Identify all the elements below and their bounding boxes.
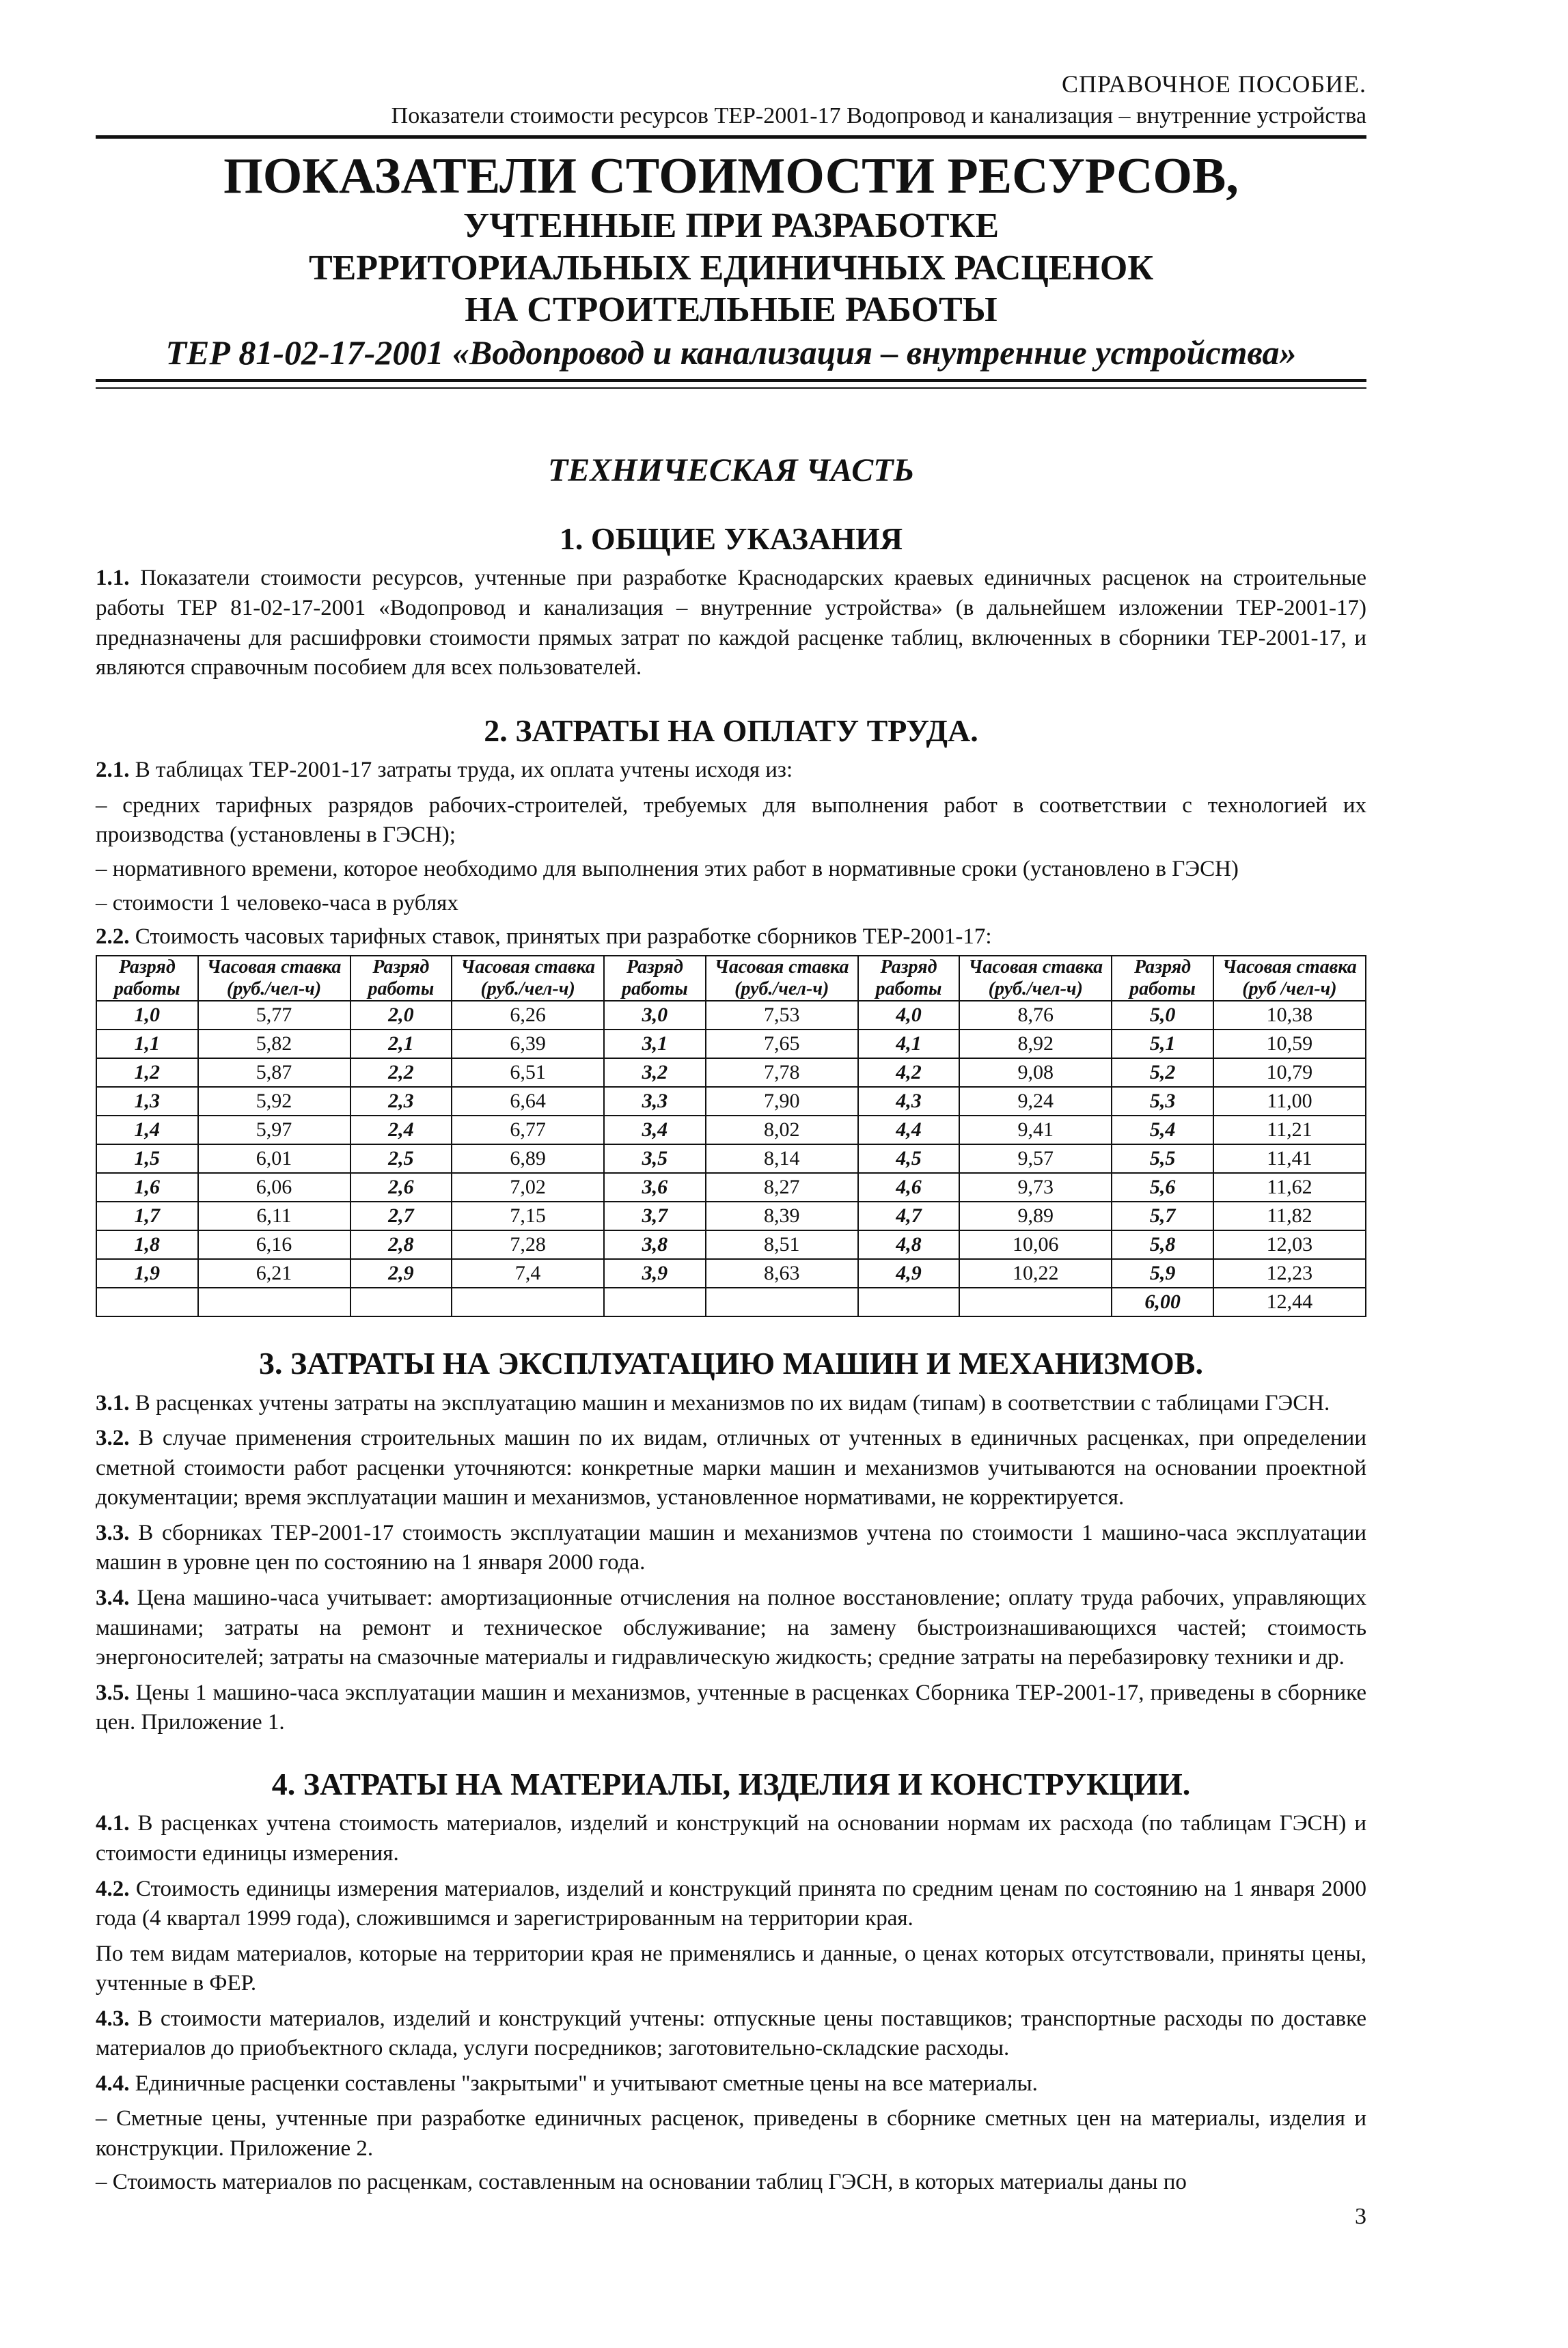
paragraph-number: 2.2. — [96, 924, 130, 950]
grade-cell: 3,7 — [604, 1202, 706, 1230]
column-header: Разряд работы — [350, 956, 452, 1001]
table-row — [96, 1116, 1366, 1144]
paragraph-number: 3.2. — [96, 1426, 130, 1451]
grade-cell: 3,6 — [604, 1173, 706, 1202]
grade-cell: 5,1 — [1112, 1030, 1213, 1058]
title-line-1: ПОКАЗАТЕЛИ СТОИМОСТИ РЕСУРСОВ, — [223, 148, 1239, 205]
table-row — [96, 1202, 1366, 1230]
paragraph-text: В таблицах ТЕР-2001-17 затраты труда, их оплата учтены исходя из: — [129, 758, 793, 783]
grade-cell: 2,5 — [350, 1144, 452, 1173]
rate-cell: 6,01 — [198, 1144, 350, 1173]
column-header: Часовая ставка (руб./чел-ч) — [706, 956, 858, 1001]
rate-cell: 6,64 — [452, 1087, 604, 1116]
grade-cell: 1,3 — [96, 1087, 198, 1116]
grade-cell: 2,7 — [350, 1202, 452, 1230]
paragraph-3-3 — [96, 1519, 1366, 1578]
title-line-5: ТЕР 81-02-17-2001 «Водопровод и канализация – внутренние устройства» — [165, 333, 1297, 372]
rate-cell — [198, 1288, 350, 1316]
paragraph-text: Стоимость часовых тарифных ставок, принятых при разработке сборников ТЕР-2001-17: — [129, 924, 992, 950]
grade-cell: 1,0 — [96, 1001, 198, 1030]
grade-cell: 1,7 — [96, 1202, 198, 1230]
grade-cell: 1,1 — [96, 1030, 198, 1058]
grade-cell: 2,9 — [350, 1259, 452, 1288]
paragraph-text: Цена машино-часа учитывает: амортизационные отчисления на полное восстановление; оплату труда рабочих, управляющих машинами; затраты на ремонт и техническое обслуживание; на замену быстроизнашивающихся частей; стоимость энергоносителей; затраты на смазочные материалы и гидравлическую жидкость; средние затраты на перебазировку техники и др. — [96, 1585, 1366, 1670]
paragraph-number: 3.5. — [96, 1680, 130, 1705]
rate-cell: 7,90 — [706, 1087, 858, 1116]
rate-cell: 10,59 — [1213, 1030, 1366, 1058]
grade-cell: 3,9 — [604, 1259, 706, 1288]
grade-cell: 5,8 — [1112, 1230, 1213, 1259]
grade-cell — [604, 1288, 706, 1316]
grade-cell: 6,00 — [1112, 1288, 1213, 1316]
grade-cell: 4,0 — [858, 1001, 960, 1030]
paragraph-3-1 — [96, 1389, 1366, 1419]
rate-cell: 12,23 — [1213, 1259, 1366, 1288]
rate-cell: 7,78 — [706, 1058, 858, 1087]
grade-cell: 2,0 — [350, 1001, 452, 1030]
section-2-heading: 2. ЗАТРАТЫ НА ОПЛАТУ ТРУДА. — [484, 713, 978, 748]
rate-cell: 6,26 — [452, 1001, 604, 1030]
paragraph-4-4 — [96, 2069, 1366, 2099]
rate-cell: 6,11 — [198, 1202, 350, 1230]
grade-cell: 4,6 — [858, 1173, 960, 1202]
rate-cell: 9,57 — [959, 1144, 1112, 1173]
paragraph-text: Единичные расценки составлены "закрытыми" и учитывают сметные цены на все материалы. — [129, 2071, 1038, 2096]
rate-cell — [959, 1288, 1112, 1316]
table-row — [96, 1173, 1366, 1202]
rate-cell: 5,77 — [198, 1001, 350, 1030]
grade-cell: 4,5 — [858, 1144, 960, 1173]
rate-cell — [706, 1288, 858, 1316]
table-row — [96, 1058, 1366, 1087]
grade-cell: 5,9 — [1112, 1259, 1213, 1288]
grade-cell: 2,1 — [350, 1030, 452, 1058]
grade-cell — [96, 1288, 198, 1316]
paragraph-number: 3.1. — [96, 1390, 130, 1415]
list-item: – Сметные цены, учтенные при разработке единичных расценок, приведены в сборнике сметных цен на материалы, изделия и конструкции. Приложение 2. — [96, 2106, 1366, 2161]
grade-cell: 1,4 — [96, 1116, 198, 1144]
list-item: – нормативного времени, которое необходимо для выполнения этих работ в нормативные сроки (установлено в ГЭСН) — [96, 856, 1239, 881]
column-header: Разряд работы — [96, 956, 198, 1001]
grade-cell — [350, 1288, 452, 1316]
rate-cell: 7,65 — [706, 1030, 858, 1058]
list-item: – стоимости 1 человеко-часа в рублях — [96, 890, 458, 915]
paragraph-text: Показатели стоимости ресурсов, учтенные при разработке Краснодарских краевых единичных расценок на строительные работы ТЕР 81-02-17-2001 «Водопровод и канализация – внутренние устройства» (в дальнейшем изложении ТЕР-2001-17) предназначены для расшифровки стоимости прямых затрат по каждой расценке таблиц, включенных в сборники ТЕР-2001-17, и являются справочным пособием для всех пользователей. — [96, 566, 1366, 680]
reference-label: СПРАВОЧНОЕ ПОСОБИЕ. — [1061, 70, 1366, 98]
rate-cell: 11,62 — [1213, 1173, 1366, 1202]
grade-cell: 3,2 — [604, 1058, 706, 1087]
page-number: 3 — [1355, 2204, 1366, 2229]
grade-cell: 2,2 — [350, 1058, 452, 1087]
grade-cell: 4,9 — [858, 1259, 960, 1288]
hourly-rates-table — [96, 955, 1366, 1317]
table-row — [96, 1288, 1366, 1316]
paragraph-number: 4.1. — [96, 1811, 130, 1836]
paragraph-number: 4.2. — [96, 1876, 130, 1901]
rate-cell: 9,73 — [959, 1173, 1112, 1202]
title-line-2: УЧТЕННЫЕ ПРИ РАЗРАБОТКЕ — [463, 206, 999, 246]
paragraph-text: В сборниках ТЕР-2001-17 стоимость эксплуатации машин и механизмов учтена по стоимости 1 машино-часа эксплуатации машин в уровне цен по состоянию на 1 января 2000 года. — [96, 1520, 1366, 1575]
title-divider — [96, 379, 1366, 389]
column-header: Часовая ставка (руб./чел-ч) — [452, 956, 604, 1001]
paragraph-number: 3.3. — [96, 1520, 130, 1545]
paragraph-4-2 — [96, 1875, 1366, 1934]
grade-cell: 2,3 — [350, 1087, 452, 1116]
table-row — [96, 1230, 1366, 1259]
paragraph-text: В случае применения строительных машин по их видам, отличных от учтенных в единичных расценках, при определении сметной стоимости работ расценки уточняются: конкретные марки машин и механизмов учитываются на основании проектной документации; время эксплуатации машин и механизмов, установленное нормативами, не корректируется. — [96, 1426, 1366, 1510]
technical-part-heading: ТЕХНИЧЕСКАЯ ЧАСТЬ — [547, 452, 915, 489]
rate-cell: 6,06 — [198, 1173, 350, 1202]
rate-cell: 7,15 — [452, 1202, 604, 1230]
rate-cell: 11,82 — [1213, 1202, 1366, 1230]
table-row — [96, 1144, 1366, 1173]
rate-cell: 11,00 — [1213, 1087, 1366, 1116]
paragraph-number: 4.4. — [96, 2071, 130, 2096]
rate-cell: 8,51 — [706, 1230, 858, 1259]
rate-cell: 5,97 — [198, 1116, 350, 1144]
rate-cell: 7,28 — [452, 1230, 604, 1259]
rate-cell: 6,77 — [452, 1116, 604, 1144]
title-line-3: ТЕРРИТОРИАЛЬНЫХ ЕДИНИЧНЫХ РАСЦЕНОК — [308, 248, 1154, 288]
grade-cell: 5,2 — [1112, 1058, 1213, 1087]
rate-cell: 8,02 — [706, 1116, 858, 1144]
rate-cell: 12,44 — [1213, 1288, 1366, 1316]
column-header: Разряд работы — [1112, 956, 1213, 1001]
rate-cell: 8,92 — [959, 1030, 1112, 1058]
document-title — [96, 139, 1366, 375]
rate-cell: 9,08 — [959, 1058, 1112, 1087]
rate-cell: 5,87 — [198, 1058, 350, 1087]
grade-cell: 3,0 — [604, 1001, 706, 1030]
rate-cell: 10,79 — [1213, 1058, 1366, 1087]
paragraph-4-2-continued: По тем видам материалов, которые на территории края не применялись и данные, о ценах которых отсутствовали, приняты цены, учтенные в ФЕР. — [96, 1941, 1366, 1996]
list-item: – средних тарифных разрядов рабочих-строителей, требуемых для выполнения работ в соответствии с технологией их производства (установлены в ГЭСН); — [96, 792, 1366, 848]
grade-cell: 5,7 — [1112, 1202, 1213, 1230]
grade-cell: 5,0 — [1112, 1001, 1213, 1030]
list-item: – Стоимость материалов по расценкам, составленным на основании таблиц ГЭСН, в которых материалы даны по — [96, 2170, 1187, 2195]
grade-cell: 4,1 — [858, 1030, 960, 1058]
grade-cell: 4,3 — [858, 1087, 960, 1116]
paragraph-text: Цены 1 машино-часа эксплуатации машин и механизмов, учтенные в расценках Сборника ТЕР-2001-17, приведены в сборнике цен. Приложение 1. — [96, 1680, 1366, 1735]
grade-cell: 5,6 — [1112, 1173, 1213, 1202]
grade-cell: 3,4 — [604, 1116, 706, 1144]
table-body — [96, 1001, 1366, 1316]
table-row — [96, 1259, 1366, 1288]
table-row — [96, 1030, 1366, 1058]
paragraph-3-5 — [96, 1679, 1366, 1738]
rate-cell: 6,89 — [452, 1144, 604, 1173]
grade-cell: 1,8 — [96, 1230, 198, 1259]
paragraph-4-3 — [96, 2004, 1366, 2064]
grade-cell: 3,3 — [604, 1087, 706, 1116]
column-header: Разряд работы — [604, 956, 706, 1001]
column-header: Часовая ставка (руб /чел-ч) — [1213, 956, 1366, 1001]
grade-cell: 1,6 — [96, 1173, 198, 1202]
paragraph-2-1 — [96, 756, 1366, 786]
rate-cell: 8,14 — [706, 1144, 858, 1173]
grade-cell: 4,8 — [858, 1230, 960, 1259]
paragraph-3-4 — [96, 1584, 1366, 1673]
rate-cell — [452, 1288, 604, 1316]
section-1-heading: 1. ОБЩИЕ УКАЗАНИЯ — [559, 521, 903, 556]
rate-cell: 11,41 — [1213, 1144, 1366, 1173]
grade-cell: 4,4 — [858, 1116, 960, 1144]
running-header: Показатели стоимости ресурсов ТЕР-2001-17 Водопровод и канализация – внутренние устройства — [96, 101, 1366, 139]
table-row — [96, 1001, 1366, 1030]
paragraph-text: В расценках учтены затраты на эксплуатацию машин и механизмов по их видам (типам) в соответствии с таблицами ГЭСН. — [129, 1390, 1330, 1415]
paragraph-text: В стоимости материалов, изделий и конструкций учтены: отпускные цены поставщиков; транспортные расходы по доставке материалов до приобъектного склада, услуги посредников; заготовительно-складские расходы. — [96, 2006, 1366, 2061]
paragraph-number: 4.3. — [96, 2006, 130, 2031]
grade-cell — [858, 1288, 960, 1316]
rate-cell: 6,39 — [452, 1030, 604, 1058]
rate-cell: 8,39 — [706, 1202, 858, 1230]
rate-cell: 7,02 — [452, 1173, 604, 1202]
grade-cell: 1,2 — [96, 1058, 198, 1087]
grade-cell: 4,7 — [858, 1202, 960, 1230]
rate-cell: 7,4 — [452, 1259, 604, 1288]
rate-cell: 8,63 — [706, 1259, 858, 1288]
rate-cell: 9,24 — [959, 1087, 1112, 1116]
rate-cell: 11,21 — [1213, 1116, 1366, 1144]
grade-cell: 3,5 — [604, 1144, 706, 1173]
rate-cell: 8,27 — [706, 1173, 858, 1202]
grade-cell: 1,9 — [96, 1259, 198, 1288]
table-header-row — [96, 956, 1366, 1001]
grade-cell: 3,8 — [604, 1230, 706, 1259]
rate-cell: 5,82 — [198, 1030, 350, 1058]
section-4-heading: 4. ЗАТРАТЫ НА МАТЕРИАЛЫ, ИЗДЕЛИЯ И КОНСТРУКЦИИ. — [271, 1766, 1191, 1801]
rate-cell: 6,16 — [198, 1230, 350, 1259]
paragraph-text: В расценках учтена стоимость материалов, изделий и конструкций на основании нормам их расхода (по таблицам ГЭСН) и стоимости единицы измерения. — [96, 1811, 1366, 1866]
column-header: Разряд работы — [858, 956, 960, 1001]
rate-cell: 10,06 — [959, 1230, 1112, 1259]
paragraph-number: 1.1. — [96, 566, 130, 591]
rate-cell: 6,21 — [198, 1259, 350, 1288]
title-line-4: НА СТРОИТЕЛЬНЫЕ РАБОТЫ — [465, 290, 998, 329]
grade-cell: 1,5 — [96, 1144, 198, 1173]
rate-cell: 6,51 — [452, 1058, 604, 1087]
grade-cell: 5,5 — [1112, 1144, 1213, 1173]
table-row — [96, 1087, 1366, 1116]
grade-cell: 5,4 — [1112, 1116, 1213, 1144]
rate-cell: 10,22 — [959, 1259, 1112, 1288]
column-header: Часовая ставка (руб./чел-ч) — [198, 956, 350, 1001]
document-page — [96, 68, 1366, 2229]
paragraph-text: Стоимость единицы измерения материалов, изделий и конструкций принята по средним ценам по состоянию на 1 января 2000 года (4 квартал 1999 года), сложившимся и зарегистрированным на территории края. — [96, 1876, 1366, 1931]
column-header: Часовая ставка (руб./чел-ч) — [959, 956, 1112, 1001]
section-3-heading: 3. ЗАТРАТЫ НА ЭКСПЛУАТАЦИЮ МАШИН И МЕХАНИЗМОВ. — [259, 1345, 1203, 1381]
paragraph-4-1 — [96, 1809, 1366, 1868]
paragraph-1-1 — [96, 564, 1366, 682]
paragraph-number: 3.4. — [96, 1585, 130, 1610]
rate-cell: 8,76 — [959, 1001, 1112, 1030]
rate-cell: 9,41 — [959, 1116, 1112, 1144]
rate-cell: 12,03 — [1213, 1230, 1366, 1259]
grade-cell: 5,3 — [1112, 1087, 1213, 1116]
paragraph-2-2 — [96, 922, 1366, 952]
grade-cell: 4,2 — [858, 1058, 960, 1087]
grade-cell: 3,1 — [604, 1030, 706, 1058]
rate-cell: 5,92 — [198, 1087, 350, 1116]
grade-cell: 2,6 — [350, 1173, 452, 1202]
grade-cell: 2,4 — [350, 1116, 452, 1144]
paragraph-number: 2.1. — [96, 758, 130, 783]
rate-cell: 7,53 — [706, 1001, 858, 1030]
rate-cell: 10,38 — [1213, 1001, 1366, 1030]
grade-cell: 2,8 — [350, 1230, 452, 1259]
paragraph-3-2 — [96, 1424, 1366, 1513]
rate-cell: 9,89 — [959, 1202, 1112, 1230]
